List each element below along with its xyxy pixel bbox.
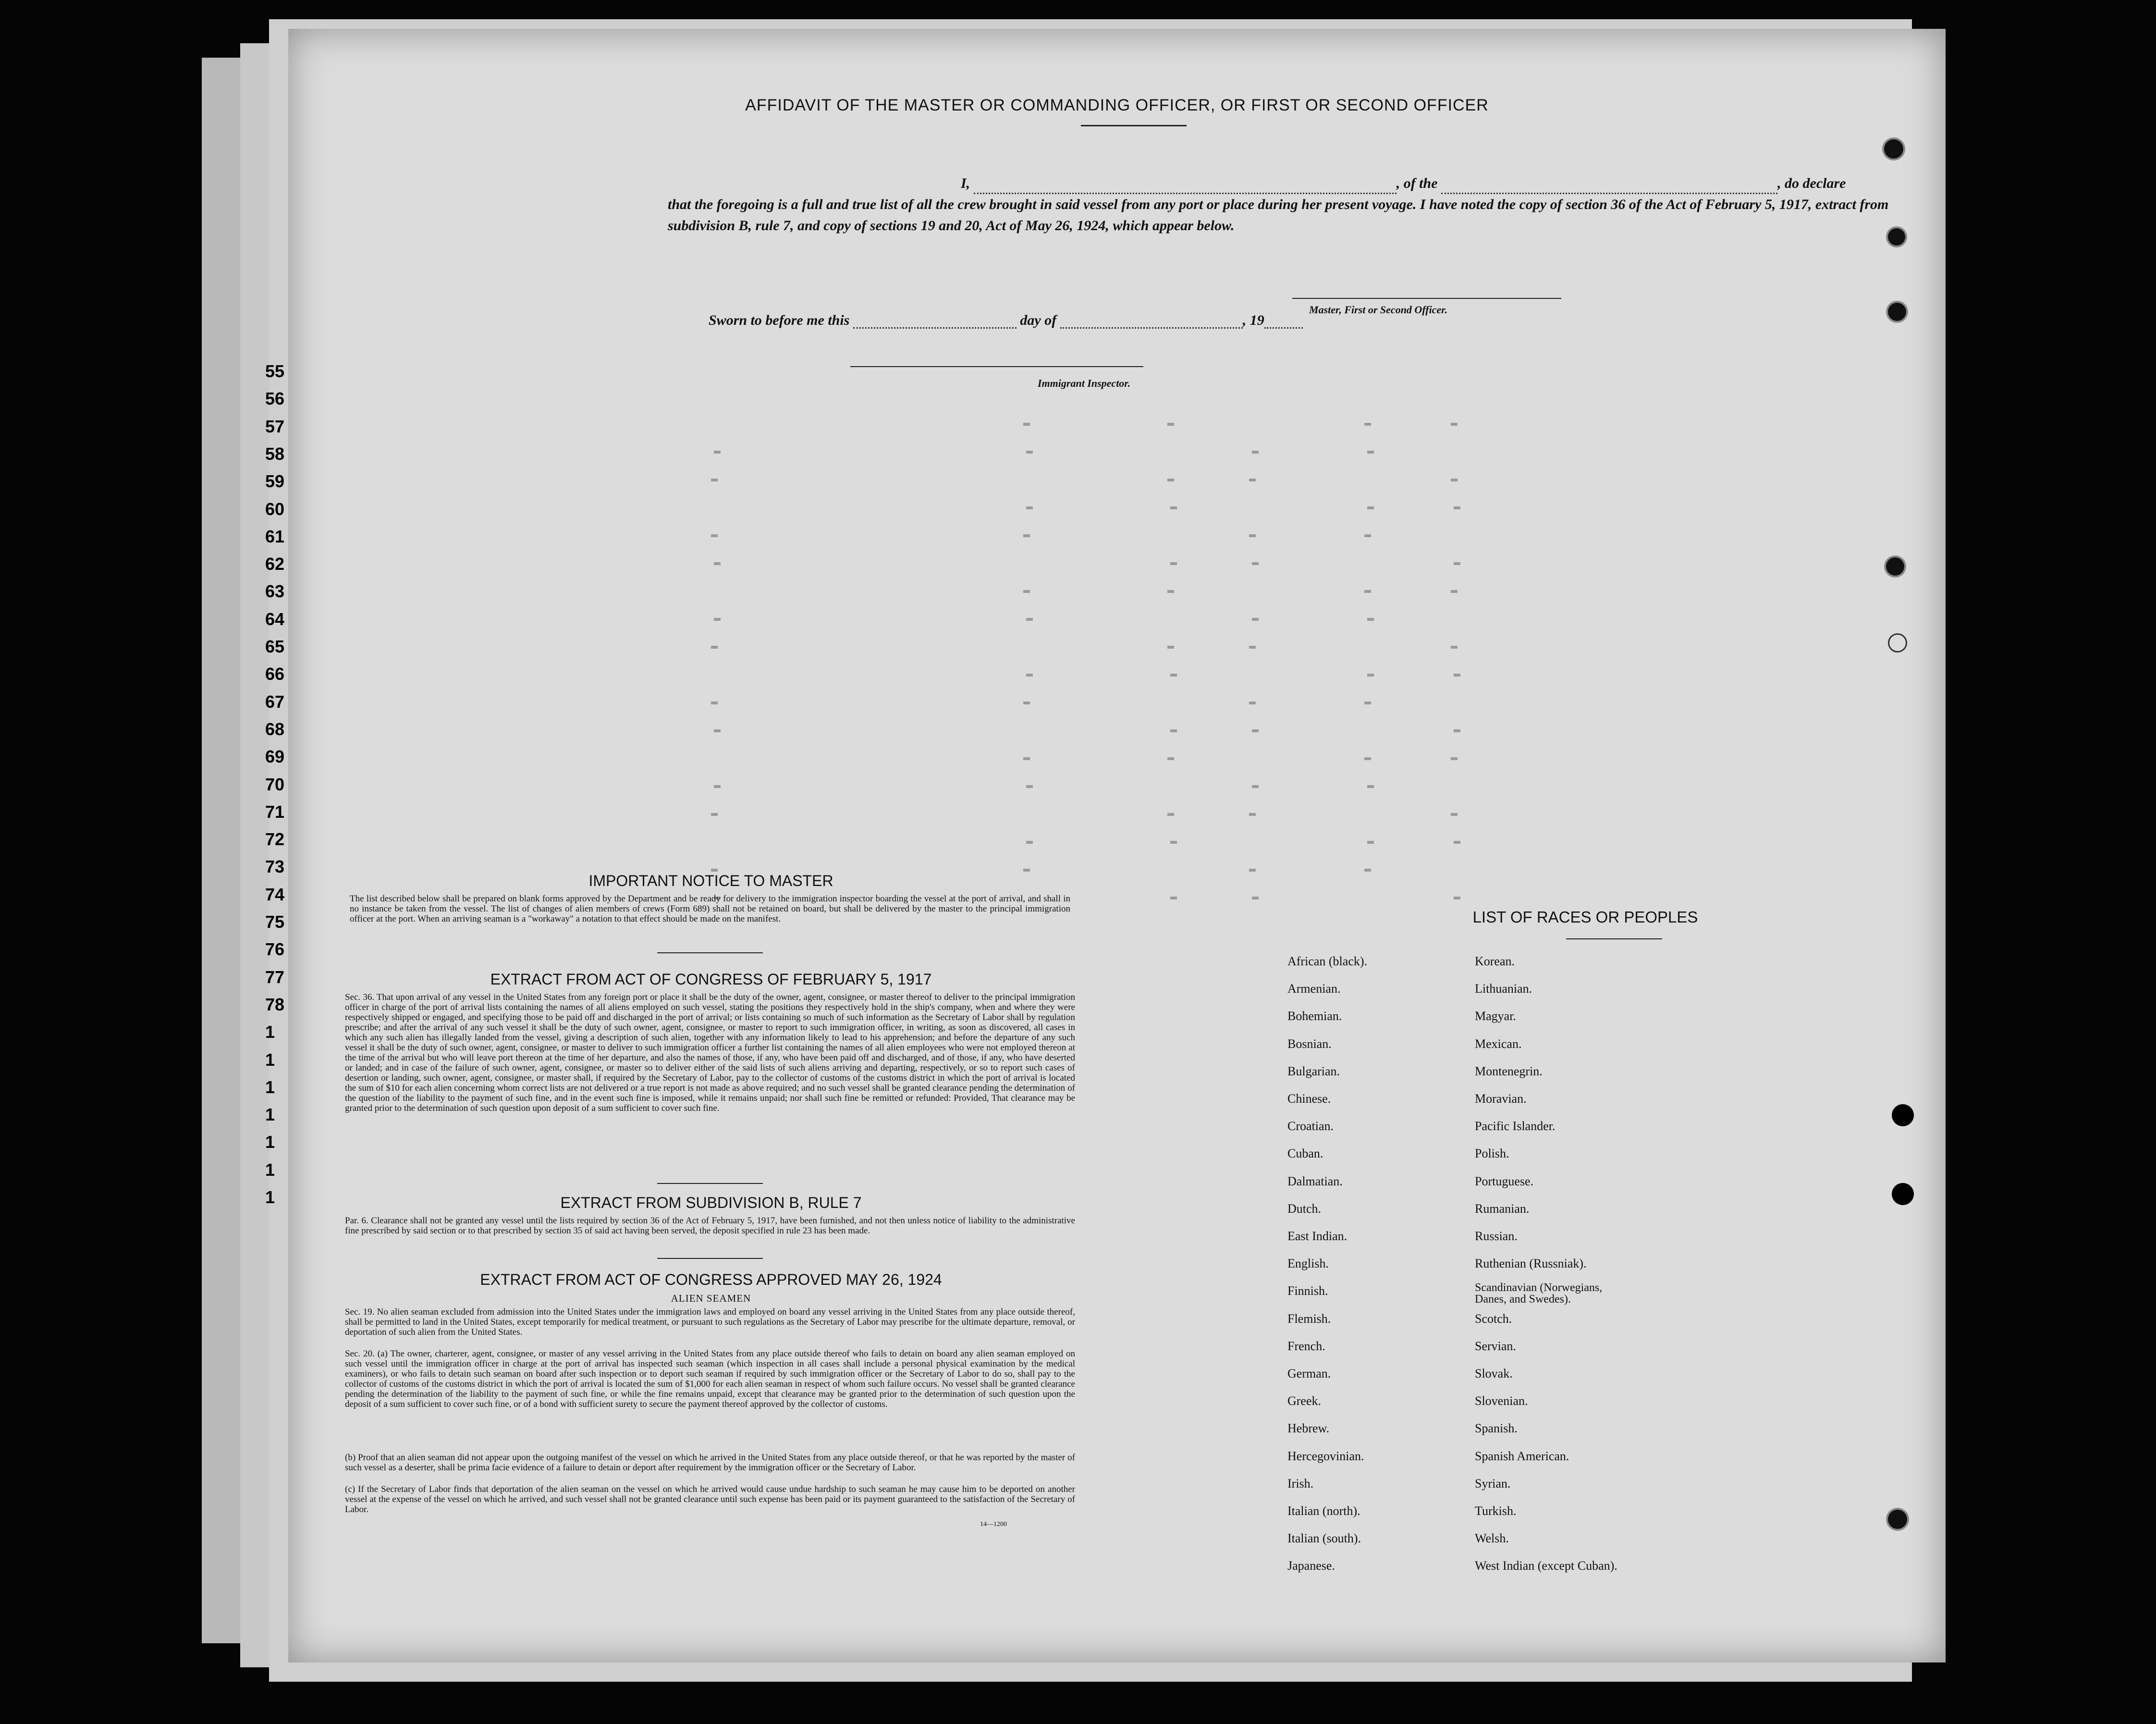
punch-hole — [1892, 1104, 1914, 1126]
row-number: 66 — [265, 664, 285, 684]
bleed-mark — [1167, 813, 1174, 816]
bleed-mark — [711, 646, 718, 649]
bleed-mark — [1252, 785, 1259, 788]
signature-label: Master, First or Second Officer. — [1309, 304, 1448, 316]
bleed-mark — [1364, 534, 1371, 537]
extract-rule7-body: Par. 6. Clearance shall not be granted any vessel until the lists required by section 36 of the Act of February 5, 1917, have been furnished, and not then unless notice of liability to the administrative fine prescribed by said section or to that prescribed by section 35 of said act having been served, the deposit specified in rule 23 has been made. — [345, 1216, 1075, 1236]
bleed-mark — [711, 702, 718, 704]
punch-hole — [1892, 1183, 1914, 1205]
row-number: 77 — [265, 967, 285, 987]
race-item: African (black). — [1287, 954, 1368, 968]
bleed-mark — [1023, 702, 1030, 704]
row-number: 61 — [265, 526, 285, 546]
race-item: Italian (south). — [1287, 1531, 1361, 1546]
race-item: Armenian. — [1287, 982, 1341, 996]
divider — [657, 1183, 763, 1184]
row-number: 1 — [265, 1132, 275, 1152]
row-number: 78 — [265, 994, 285, 1014]
row-number: 1 — [265, 1077, 275, 1097]
bleed-mark — [1170, 841, 1177, 844]
document-page — [288, 29, 1946, 1662]
race-item: Turkish. — [1475, 1504, 1517, 1518]
bleed-mark — [1026, 506, 1033, 509]
race-item: Scandinavian (Norwegians, Danes, and Swedes). — [1475, 1281, 1603, 1306]
affidavit-line1-end: , do declare — [1777, 175, 1846, 191]
bleed-mark — [1367, 451, 1374, 454]
bleed-mark — [1454, 729, 1460, 732]
sworn-line — [709, 312, 1303, 329]
bleed-mark — [1023, 534, 1030, 537]
affidavit-text — [663, 173, 1893, 236]
race-item: Portuguese. — [1475, 1174, 1534, 1188]
row-number: 65 — [265, 637, 285, 656]
affidavit-line1-start: I, — [961, 175, 970, 191]
bleed-mark — [1026, 674, 1033, 677]
row-number: 58 — [265, 443, 285, 464]
extract-1924-sec19: Sec. 19. No alien seaman excluded from admission into the United States under the immigration laws and employed on board any vessel arriving in the United States from any place outside thereof, shall be permitted to land in the United States, except temporarily for medical treatment, or pursuant to such regulations as the Secretary of Labor may prescribe for the ultimate departure, removal, or deportation of such alien from the United States. — [345, 1307, 1075, 1337]
row-number: 70 — [265, 774, 285, 794]
race-item: Italian (north). — [1287, 1504, 1360, 1518]
row-number: 62 — [265, 554, 285, 574]
bleed-mark — [1367, 785, 1374, 788]
affidavit-body: that the foregoing is a full and true list of all the crew brought in said vessel from any port or place during her present voyage. I have noted the copy of section 36 of the Act of February 5, 1917, extract from subdivision B, rule 7, and copy of sections 19 and 20, Act of May 26, 1924, which appear below. — [668, 197, 1889, 234]
notice-title: IMPORTANT NOTICE TO MASTER — [588, 872, 833, 889]
bleed-mark — [1252, 562, 1259, 565]
extract-1917-title: EXTRACT FROM ACT OF CONGRESS OF FEBRUARY 5, 1917 — [490, 971, 932, 988]
race-item: French. — [1287, 1339, 1325, 1353]
bleed-mark — [1249, 646, 1256, 649]
extract-1924-sec20a: Sec. 20. (a) The owner, charterer, agent, consignee, or master of any vessel arriving in the United States from any place outside thereof who fails to detain on board any alien seaman employed on such vessel until the immigration officer in charge at the port of arrival has inspected such seaman (which inspection in all cases shall include a personal physical examination by the medical examiners), or who fails to detain such seaman on board after such inspection or to deport such seaman if required by such immigration officer or the Secretary of Labor to do so, shall pay to the collector of customs of the customs district in which the port of arrival is located the sum of $1,000 for each alien seaman in respect of whom such failure occurs. No vessel shall be granted clearance pending the determination of the liability to the payment of such fine, or while the fine remains unpaid, except that clearance may be granted prior to the determination of such question upon the deposit of a sum sufficient to cover such fine, or of a bond with sufficient surety to secure the payment thereof approved by the collector of customs. — [345, 1349, 1075, 1409]
signature-line[interactable] — [1292, 298, 1561, 299]
bleed-mark — [714, 451, 721, 454]
race-item: Montenegrin. — [1475, 1064, 1543, 1078]
bleed-mark — [1023, 757, 1030, 760]
inspector-signature-line[interactable] — [850, 366, 1143, 367]
sworn-month-field[interactable] — [1060, 327, 1243, 329]
bleed-mark — [1167, 590, 1174, 593]
bleed-mark — [1023, 590, 1030, 593]
bleed-mark — [1364, 869, 1371, 872]
race-item: Japanese. — [1287, 1559, 1335, 1573]
bleed-mark — [1026, 618, 1033, 621]
bleed-mark — [1454, 897, 1460, 899]
race-item: Syrian. — [1475, 1476, 1511, 1490]
race-item: Slovak. — [1475, 1367, 1513, 1380]
race-item: Cuban. — [1287, 1146, 1323, 1161]
race-item: Greek. — [1287, 1394, 1322, 1408]
race-item: Bohemian. — [1287, 1009, 1342, 1023]
race-item: Finnish. — [1287, 1284, 1328, 1298]
bleed-mark — [1364, 757, 1371, 760]
bleed-mark — [711, 479, 718, 481]
bleed-mark — [1249, 869, 1256, 872]
row-number: 63 — [265, 581, 285, 602]
row-number: 55 — [265, 361, 285, 381]
extract-1924-title: EXTRACT FROM ACT OF CONGRESS APPROVED MAY 26, 1924 — [480, 1271, 942, 1288]
bleed-mark — [714, 729, 721, 732]
bleed-mark — [1170, 562, 1177, 565]
race-item: Magyar. — [1475, 1009, 1516, 1023]
notice-body: The list described below shall be prepared on blank forms approved by the Department and be ready for delivery to the immigration inspector boarding the vessel at the port of arrival, and shall in no instance be taken from the vessel. The list of changes of alien members of crews (Form 689) shall not be retained on board, but shall be delivered by the master to the principal immigration officer at the port. When an arriving seaman is a "workaway" a notation to that effect should be made on the manifest. — [350, 894, 1070, 924]
bleed-mark — [1249, 702, 1256, 704]
race-item: Spanish American. — [1475, 1449, 1569, 1463]
race-item: Dalmatian. — [1287, 1174, 1343, 1188]
bleed-mark — [1252, 729, 1259, 732]
race-item: Rumanian. — [1475, 1201, 1530, 1216]
bleed-mark — [714, 562, 721, 565]
race-item: Bosnian. — [1287, 1036, 1332, 1051]
row-number: 57 — [265, 416, 285, 436]
inspector-label: Immigrant Inspector. — [1038, 377, 1131, 389]
punch-hole — [1884, 139, 1903, 159]
punch-hole — [1888, 303, 1906, 321]
bleed-mark — [1167, 757, 1174, 760]
bleed-mark — [1451, 423, 1458, 426]
race-item: English. — [1287, 1256, 1329, 1271]
race-item: Slovenian. — [1475, 1394, 1528, 1408]
extract-1924-sec20c: (c) If the Secretary of Labor finds that deportation of the alien seaman on the vessel on which he arrived would cause undue hardship to such seaman he may cause him to be deported on another vessel at the expense of the vessel on which he arrived, and such vessel shall not be granted clearance until such expense has been paid or its payment guaranteed to the satisfaction of the Secretary of Labor. — [345, 1484, 1075, 1515]
punch-hole — [1886, 557, 1904, 576]
bleed-mark — [1364, 590, 1371, 593]
race-item: Flemish. — [1287, 1311, 1331, 1326]
race-item: West Indian (except Cuban). — [1475, 1559, 1617, 1573]
bleed-mark — [1451, 479, 1458, 481]
race-item: Croatian. — [1287, 1119, 1334, 1133]
race-item: Mexican. — [1475, 1036, 1522, 1051]
races-title: LIST OF RACES OR PEOPLES — [1472, 908, 1698, 926]
bleed-mark — [1367, 841, 1374, 844]
divider — [657, 952, 763, 953]
row-number: 71 — [265, 801, 285, 822]
bleed-mark — [711, 534, 718, 537]
bleed-mark — [1167, 423, 1174, 426]
row-number: 75 — [265, 912, 285, 932]
bleed-mark — [1367, 506, 1374, 509]
row-number: 73 — [265, 857, 285, 877]
bleed-mark — [1451, 757, 1458, 760]
row-number: 1 — [265, 1049, 275, 1070]
bleed-mark — [1170, 729, 1177, 732]
race-item: German. — [1287, 1367, 1331, 1380]
bleed-mark — [1451, 590, 1458, 593]
extract-rule7-title: EXTRACT FROM SUBDIVISION B, RULE 7 — [560, 1194, 862, 1211]
race-item: Moravian. — [1475, 1092, 1527, 1106]
bleed-mark — [1454, 562, 1460, 565]
affidavit-title: AFFIDAVIT OF THE MASTER OR COMMANDING OFFICER, OR FIRST OR SECOND OFFICER — [745, 96, 1489, 114]
form-code: 14—1200 — [980, 1521, 1007, 1528]
bleed-mark — [1023, 423, 1030, 426]
bleed-mark — [1023, 869, 1030, 872]
race-item: Russian. — [1475, 1229, 1518, 1243]
bleed-mark — [714, 785, 721, 788]
bleed-mark — [1252, 451, 1259, 454]
divider — [1081, 125, 1187, 126]
extract-1917-body: Sec. 36. That upon arrival of any vessel in the United States from any foreign port or place it shall be the duty of the owner, agent, consignee, or master thereof to deliver to the principal immigration officer in charge of the port of arrival lists containing the names of all aliens employed on such vessel, stating the positions they respectively hold in the ship's company, when and where they were respectively shipped or engaged, and specifying those to be paid off and discharged in the port of arrival; or lists containing so much of such information as the Secretary of Labor shall by regulation prescribe; and after the arrival of any such vessel it shall be the duty of such owner, agent, consignee, or master to report to such immigration officer, in writing, as soon as discovered, all cases in which any such alien has illegally landed from the vessel, giving a description of such alien, together with any information likely to lead to his apprehension; and before the departure of any such vessel it shall be the duty of such owner, agent, consignee, or master to deliver to such immigration officer a further list containing the names of all alien employees who were not employed thereon at the time of the arrival but who will leave port thereon at the time of her departure, and also the names of those, if any, who have been paid off and discharged, and of those, if any, who have deserted or landed; and in case of the failure of such owner, agent, consignee, or master so to deliver either of the said lists of such aliens arriving and departing, respectively, or so to report such cases of desertion or landing, such owner, agent, consignee, or master shall, if required by the Secretary of Labor, pay to the collector of customs of the customs district in which the port of arrival is located the sum of $10 for each alien concerning whom correct lists are not delivered or a true report is not made as above required; and no such vessel shall be granted clearance pending the determination of the question of the liability to the payment of such fine, and in the event such fine is imposed, while it remains unpaid; nor shall such fine be remitted or refunded: Provided, That clearance may be granted prior to the determination of such question upon deposit of a sum sufficient to cover such fine. — [345, 992, 1075, 1113]
row-number: 1 — [265, 1105, 275, 1125]
sworn-year-field[interactable] — [1264, 327, 1303, 329]
bleed-mark — [1170, 674, 1177, 677]
bleed-mark — [1252, 897, 1259, 899]
row-number: 56 — [265, 389, 285, 409]
race-item: Irish. — [1287, 1476, 1314, 1490]
race-item: Polish. — [1475, 1146, 1509, 1161]
bleed-mark — [1451, 646, 1458, 649]
bleed-mark — [1026, 451, 1033, 454]
race-item: Hercegovinian. — [1287, 1449, 1364, 1463]
punch-hole — [1888, 633, 1907, 653]
race-item: Pacific Islander. — [1475, 1119, 1556, 1133]
row-number: 67 — [265, 691, 285, 712]
race-item: Korean. — [1475, 954, 1515, 968]
row-number: 1 — [265, 1159, 275, 1180]
divider — [1566, 938, 1662, 939]
bleed-mark — [1364, 702, 1371, 704]
bleed-mark — [1367, 618, 1374, 621]
race-item: Spanish. — [1475, 1421, 1518, 1436]
bleed-mark — [711, 869, 718, 872]
row-number: 68 — [265, 719, 285, 739]
race-item: Bulgarian. — [1287, 1064, 1340, 1078]
bleed-mark — [1170, 506, 1177, 509]
row-number: 60 — [265, 499, 285, 519]
punch-hole — [1888, 1510, 1907, 1529]
row-number: 64 — [265, 609, 285, 629]
race-item: Chinese. — [1287, 1092, 1331, 1106]
bleed-mark — [1454, 506, 1460, 509]
row-number: 59 — [265, 471, 285, 492]
row-number: 1 — [265, 1022, 275, 1042]
row-number: 1 — [265, 1187, 275, 1207]
row-number: 76 — [265, 939, 285, 960]
bleed-mark — [1451, 813, 1458, 816]
punch-hole — [1888, 228, 1905, 246]
bleed-mark — [1454, 674, 1460, 677]
race-item: Hebrew. — [1287, 1421, 1330, 1436]
bleed-mark — [1167, 646, 1174, 649]
bleed-mark — [1367, 674, 1374, 677]
sworn-start: Sworn to before me this — [709, 312, 850, 328]
bleed-mark — [1454, 841, 1460, 844]
bleed-mark — [1170, 897, 1177, 899]
race-item: Scotch. — [1475, 1311, 1512, 1326]
bleed-mark — [711, 813, 718, 816]
sworn-day-field[interactable] — [853, 327, 1017, 329]
race-item: Servian. — [1475, 1339, 1516, 1353]
row-number: 72 — [265, 829, 285, 850]
bleed-mark — [1026, 841, 1033, 844]
extract-1924-subtitle: ALIEN SEAMEN — [671, 1293, 751, 1304]
bleed-mark — [1249, 534, 1256, 537]
row-number: 74 — [265, 884, 285, 904]
extract-1924-sec20b: (b) Proof that an alien seaman did not appear upon the outgoing manifest of the vessel on which he arrived in the United States from any place outside thereof, or that he was reported by the master of such vessel as a deserter, shall be prima facie evidence of a failure to detain or deport after requirement by the immigration officer or the Secretary of Labor. — [345, 1453, 1075, 1473]
bleed-mark — [1026, 785, 1033, 788]
race-item: Ruthenian (Russniak). — [1475, 1256, 1587, 1271]
race-item: East Indian. — [1287, 1229, 1348, 1243]
sworn-end: , 19 — [1242, 312, 1264, 328]
bleed-mark — [1252, 618, 1259, 621]
bleed-mark — [1167, 479, 1174, 481]
bleed-mark — [1364, 423, 1371, 426]
race-item: Welsh. — [1475, 1531, 1509, 1546]
affidavit-line1-mid: , of the — [1396, 175, 1438, 191]
sworn-mid: day of — [1020, 312, 1057, 328]
bleed-mark — [1249, 813, 1256, 816]
divider — [657, 1258, 763, 1259]
bleed-mark — [1249, 479, 1256, 481]
race-item: Dutch. — [1287, 1201, 1322, 1216]
bleed-mark — [714, 618, 721, 621]
row-number: 69 — [265, 747, 285, 767]
race-item: Lithuanian. — [1475, 982, 1532, 996]
